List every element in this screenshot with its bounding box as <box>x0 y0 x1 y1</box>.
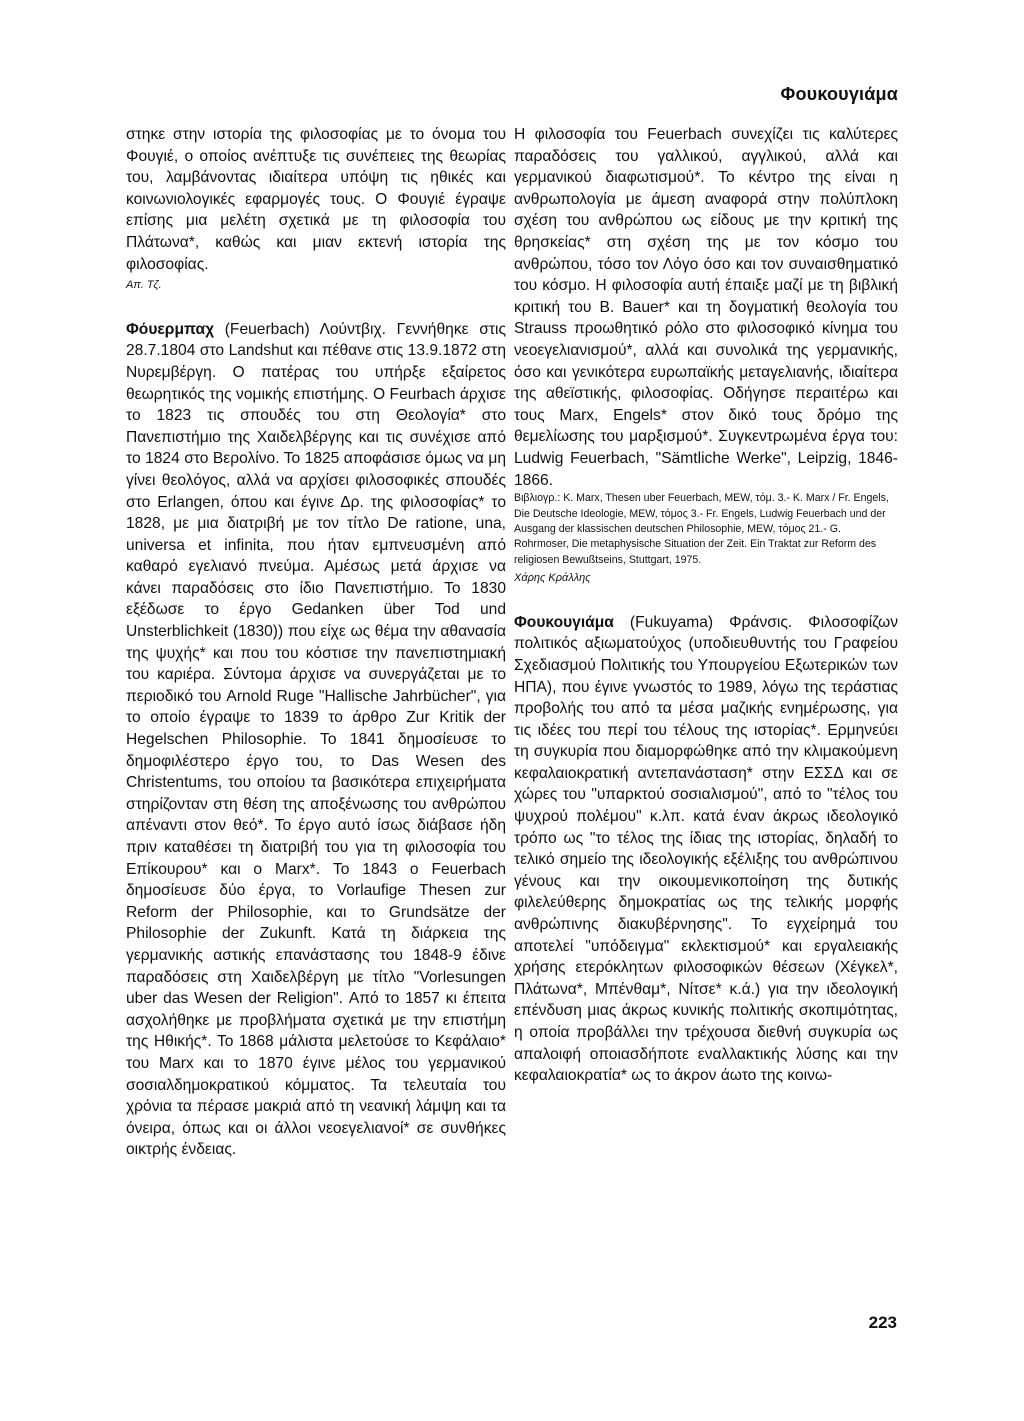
running-head: Φουκουγιάμα <box>780 84 898 104</box>
entry-text: (Feuerbach) Λούντβιχ. Γεννήθηκε στις 28.7.1804 στο Landshut και πέθανε στις 13.9.1872 στη Νυρεμβέργη. Ο πατέρας του υπήρξε εξαίρετος θεωρητικός της νομικής επιστήμης. Ο Feurbach άρχισε το 1823 τις σπουδές του στη Θεολογία* στο Πανεπιστήμιο της Χαιδελβέργης και τις συνέχισε από το 1824 στο Βερολίνο. Το 1825 αποφάσισε όμως να μη γίνει θεολόγος, αλλά να αρχίσει φιλοσοφικές σπουδές στο Erlangen, όπου και έγινε Δρ. της φιλοσοφίας* το 1828, με μια διατριβή με τον τίτλο De ratione, una, universa et infinita, που ήταν εμπνευσμένη από καθαρό εγελιανό πνεύμα. Αμέσως μετά άρχισε να κάνει παραδόσεις στο ίδιο Πανεπιστήμιο. Το 1830 εξέδωσε το έργο Gedanken über Tod und Unsterblichkeit (1830)) που είχε ως θέμα την αθανασία της ψυχής* και που του κόστισε την πανεπιστημιακή του καριέρα. Σύντομα άρχισε να συνεργάζεται με το περιοδικό του Arnold Ruge "Hallische Jahrbücher", για το οποίο έγραψε το 1839 το άρθρο Zur Kritik der Hegelschen Philosophie. Το 1841 δημοσίευσε το δημοφιλέστερο έργο του, το Das Wesen des Christentums, του οποίου τα βασικότερα επιχειρήματα στηρίζονταν στη θέση της αποξένωσης του ανθρώπου απέναντι στον θεό*. Το έργο αυτό ίσως διάβασε ήδη πριν καταθέσει τη διατριβή του για τη φιλοσοφία του Επίκουρου* και ο Marx*. Το 1843 ο Feuerbach δημοσίευσε δύο έργα, το Vorlaufige Thesen zur Reform der Philosophie, και το Grundsätze der Philosophie der Zukunft. Κατά τη διάρκεια της γερμανικής αστικής επανάστασης του 1848-9 έδινε παραδόσεις στη Χαιδελβέργη με τίτλο "Vorlesungen uber das Wesen der Religion". Από το 1857 κι έπειτα ασχολήθηκε με προβλήματα σχετικά με την επιστήμη της Ηθικής*. Το 1868 μάλιστα μελετούσε το Κεφάλαιο* του Marx και το 1870 έγινε μέλος του γερμανικού σοσιαλδημοκρατικού κόμματος. Τα τελευταία του χρόνια τα πέρασε μακριά από τη νεανική λάμψη και τα όνειρα, όπως και οι άλλοι νεοεγελιανοί* σε συνθήκες οικτρής ένδειας. <box>126 320 506 1159</box>
right-column <box>514 124 898 1087</box>
entry-fukuyama <box>514 612 898 1087</box>
left-column <box>126 124 506 1161</box>
headword: Φόυερμπαχ <box>126 320 215 338</box>
page-number: 223 <box>868 1313 897 1332</box>
bibliography: Βιβλιογρ.: K. Marx, Thesen uber Feuerbach, MEW, τόμ. 3.- K. Marx / Fr. Engels, Die Deutsche Ideologie, MEW, τόμος 3.- Fr. Engels, Ludwig Feuerbach und der Ausgang der klassischen deutschen Philosophie, MEW, τόμος 21.- G. Rohrmoser, Die metaphysische Situation der Zeit. Ein Traktat zur Reform des religiosen Bewußtseins, Stuttgart, 1975. <box>514 492 889 566</box>
author-signature: Απ. Τζ. <box>126 279 162 292</box>
entry-text: (Fukuyama) Φράνσις. Φιλοσοφίζων πολιτικός αξιωματούχος (υποδιευθυντής του Γραφείου Σχεδιασμού Πολιτικής του Υπουργείου Εξωτερικών των ΗΠΑ), που έγινε γνωστός το 1989, λόγω της τεράστιας προβολής του από τα μέσα μαζικής ενημέρωσης, για τις ιδέες του περί του τέλους της ιστορίας*. Ερμηνεύει τη συγκυρία που διαμορφώθηκε από την κλιμακούμενη κεφαλαιοκρατική αντεπανάσταση* στην ΕΣΣΔ και σε χώρες του "υπαρκτού σοσιαλισμού", από το "τέλος του ψυχρού πολέμου" κ.λπ. κατά έναν άκρως ιδεολογικό τρόπο ως "το τέλος της ίδιας της ιστορίας, δηλαδή το τελικό σημείο της ιδεολογικής εξέλιξης του ανθρώπινου γένους και την οικουμενικοποίηση της δυτικής φιλελεύθερης δημοκρατίας ως της τελικής μορφής ανθρώπινης διακυβέρνησης". Το εγχείρημά του αποτελεί "υπόδειγμα" εκλεκτισμού* και εργαλειακής χρήσης ετερόκλητων φιλοσοφικών θέσεων (Χέγκελ*, Πλάτωνα*, Μπένθαμ*, Νίτσε* κ.ά.) για την ιδεολογική επένδυση μιας άκρως κυνικής πολιτικής σκοπιμότητας, η οποία προβάλλει την τρέχουσα διεθνή συγκυρία ως απαλοιφή οποιασδήποτε εναλλακτικής λύσης και την κεφαλαιοκρατία* ως το άκρον άωτο της κοινω- <box>514 613 898 1085</box>
author-signature: Χάρης Κράλλης <box>514 572 591 585</box>
entry-feuerbach <box>126 319 506 1161</box>
entry-separator <box>514 590 898 612</box>
entry-separator <box>126 297 506 319</box>
headword: Φουκουγιάμα <box>514 613 614 631</box>
entry-fouge-ending: στηκε στην ιστορία της φιλοσοφίας με το όνομα του Φουγιέ, ο οποίος ανέπτυξε τις συνέπειες της θεωρίας του, λαμβάνοντας ιδιαίτερα υπόψη τις ηθικές και κοινωνιολογικές εφαρμογές τους. Ο Φουγιέ έγραψε επίσης μια μελέτη σχετικά με τη φιλοσοφία του Πλάτωνα*, καθώς και μιαν εκτενή ιστορία της φιλοσοφίας. <box>126 126 506 273</box>
entry-feuerbach-continued: Η φιλοσοφία του Feuerbach συνεχίζει τις καλύτερες παραδόσεις του γαλλικού, αγγλικού, αλλά και γερμανικού διαφωτισμού*. Το κέντρο της είναι η ανθρωπολογία με άμεση αναφορά στην πολύπλοκη σχέση του ανθρώπου ως είδους με την κριτική της θρησκείας* στη σχέση της με τον κόσμο του ανθρώπου, τόσο τον Λόγο όσο και τον συναισθηματικό του κόσμο. Η φιλοσοφία αυτή έπαιξε μαζί με τη βιβλική κριτική του Β. Bauer* και τη δογματική θεολογία του Strauss προωθητικό ρόλο στο φιλοσοφικό κίνημα του νεοεγελιανισμού*, αλλά και συνολικά της γερμανικής, όσο και γενικότερα ευρωπαϊκής μεταγελιανής, ιδιαίτερα της αθεϊστικής, φιλοσοφίας. Οδήγησε περαιτέρω και τους Marx, Engels* στον δικό τους δρόμο της θεμελίωσης του μαρξισμού*. Συγκεντρωμένα έργα του: Ludwig Feuerbach, "Sämtliche Werke", Leipzig, 1846-1866. <box>514 126 898 489</box>
